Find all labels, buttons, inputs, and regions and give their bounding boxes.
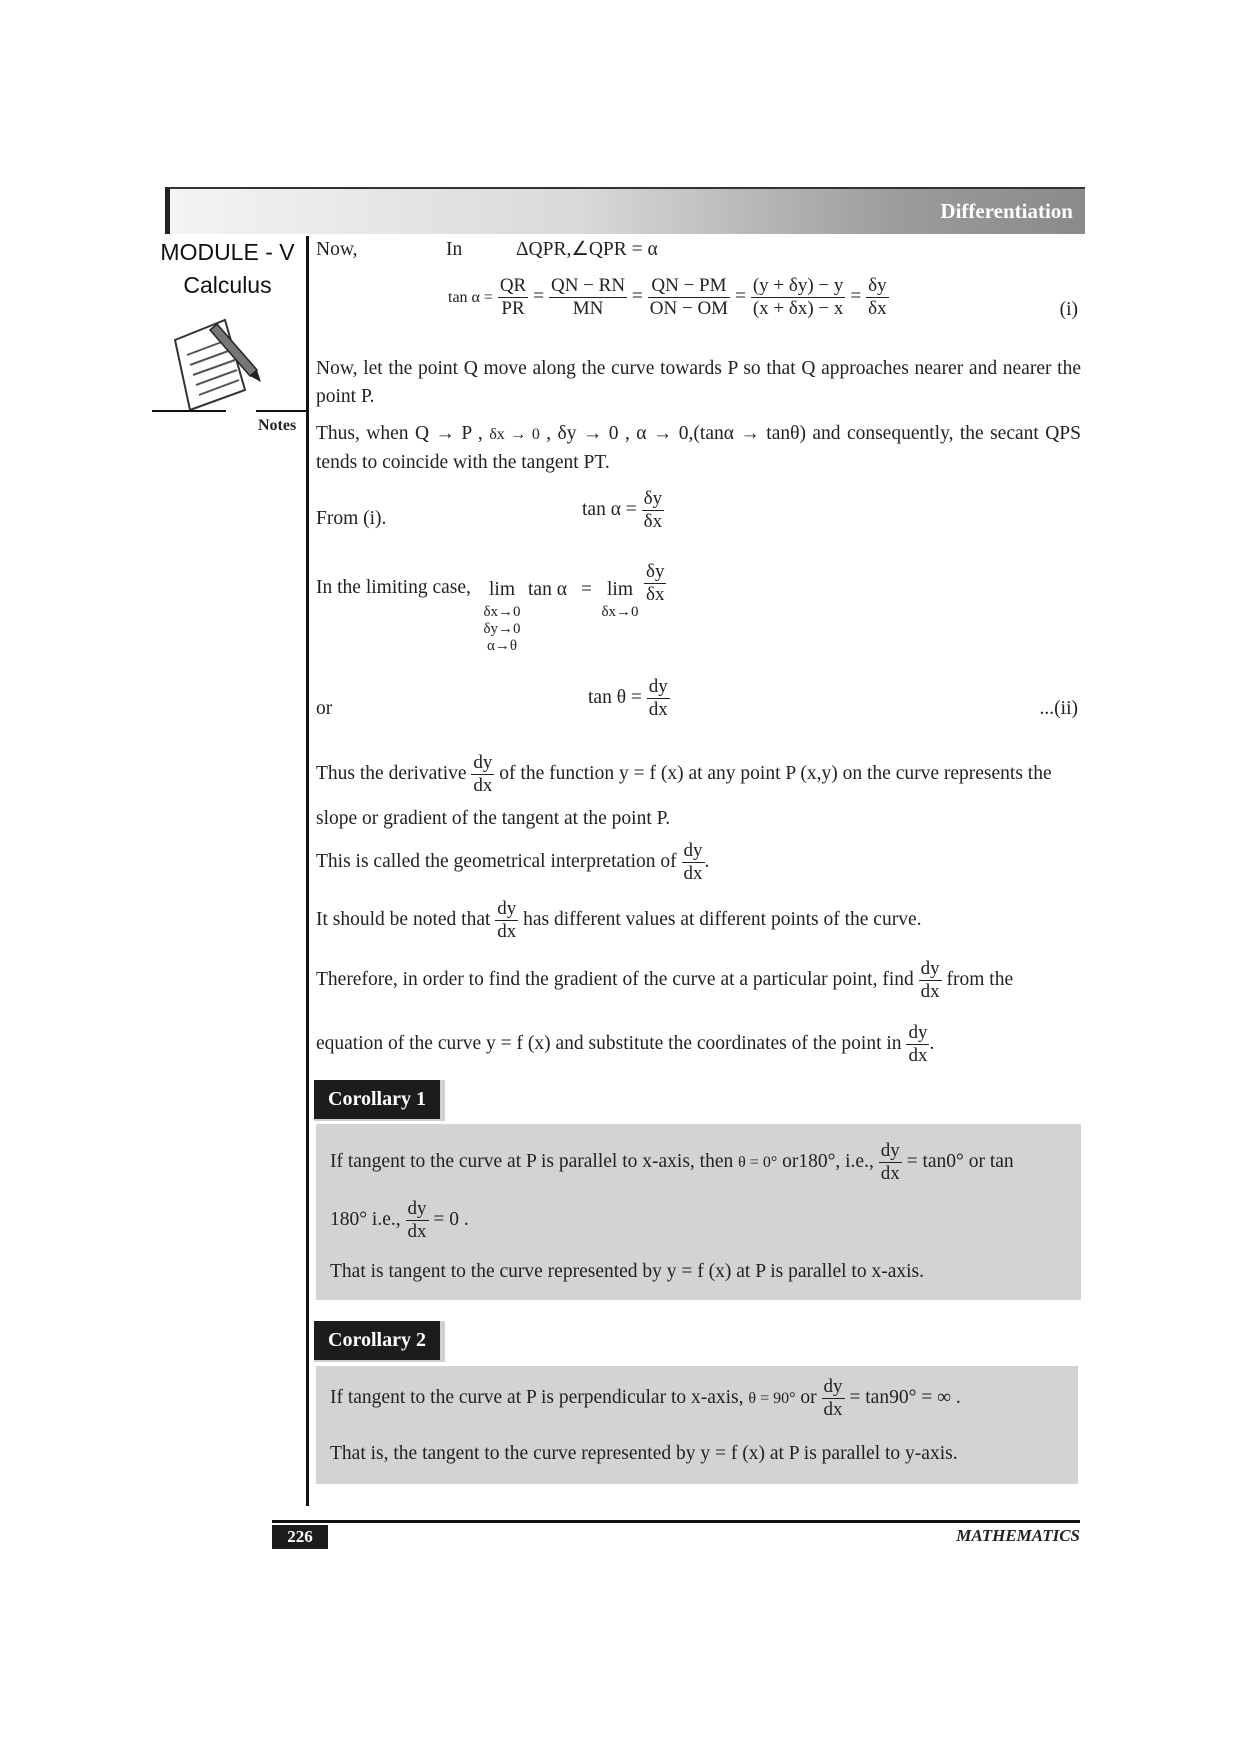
limiting-case-label: In the limiting case, bbox=[316, 577, 471, 598]
paragraph-geometric: This is called the geometrical interpretation of $\frac{dy}{dx}$ . bbox=[316, 840, 710, 884]
corollary-1-line-1: If tangent to the curve at P is parallel to x-axis, then θ = 0° or180°, i.e., $\frac{dy}{dx}$ = tan0° or tan bbox=[330, 1140, 1014, 1184]
corollary-1-line-2: 180° i.e., $\frac{dy}{dx}$ = 0 . bbox=[330, 1198, 469, 1242]
footer-rule bbox=[272, 1520, 1080, 1523]
corollary-2-line-2: That is, the tangent to the curve represented by y = f (x) at P is parallel to y-axis. bbox=[330, 1443, 958, 1464]
lim-tan-alpha: tan α bbox=[528, 579, 567, 600]
module-label bbox=[160, 236, 295, 302]
notes-label: Notes bbox=[258, 417, 297, 434]
module-subject: Calculus bbox=[183, 272, 272, 298]
paragraph-derivative: Thus the derivative $\frac{dy}{dx}$ of the function y = f (x) at any point P (x,y) on the curve represents the bbox=[316, 752, 1052, 796]
fraction-y-delta: $\frac{(y + \delta y) - y}{(x + \delta x) - x}$ bbox=[752, 275, 844, 319]
module-number: MODULE - V bbox=[160, 239, 295, 265]
tan-alpha-lhs: tan α = bbox=[448, 288, 493, 306]
paragraph-therefore: Therefore, in order to find the gradient of the curve at a particular point, find $\frac{dy}{dx}$ from the bbox=[316, 958, 1014, 1002]
paragraph-slope: slope or gradient of the tangent at the point P. bbox=[316, 808, 671, 829]
fraction-dy-dx: $\frac{\delta y}{\delta x}$ bbox=[868, 275, 887, 319]
from-i-equation: tan α = $\frac{\delta y}{\delta x}$ bbox=[582, 488, 663, 532]
margin-rule bbox=[306, 236, 309, 1506]
or-label: or bbox=[316, 698, 333, 719]
paragraph-different-values: It should be noted that $\frac{dy}{dx}$ has different values at different points of the curve. bbox=[316, 898, 922, 942]
equation-i: tan α = $\frac{QR}{PR}$ = $\frac{QN - RN}{MN}$ = $\frac{QN - PM}{ON - OM}$ = $\frac{(y + \delta y) - y}{(x + \delta x) - x}$ = $\frac{\delta y}{\delta x}$ bbox=[448, 275, 887, 319]
lim-fraction: $\frac{\delta y}{\delta x}$ bbox=[646, 561, 665, 605]
equation-label-i: (i) bbox=[1059, 299, 1078, 320]
triangle-statement: ΔQPR,∠QPR = α bbox=[516, 239, 658, 260]
fraction-qn-rn: $\frac{QN - RN}{MN}$ bbox=[550, 275, 626, 319]
notes-divider bbox=[152, 410, 226, 412]
lim-equals: = bbox=[581, 579, 592, 600]
corollary-2-line-1: If tangent to the curve at P is perpendicular to x-axis, θ = 90° or $\frac{dy}{dx}$ = tan90° = ∞ . bbox=[330, 1376, 961, 1420]
corollary-2-box bbox=[316, 1366, 1078, 1484]
now-label: Now, bbox=[316, 239, 358, 260]
corollary-1-box bbox=[316, 1124, 1081, 1300]
footer-subject: MATHEMATICS bbox=[956, 1526, 1080, 1545]
page-number: 226 bbox=[272, 1525, 328, 1549]
notes-divider-right bbox=[256, 410, 306, 412]
tan-theta-equation: tan θ = $\frac{dy}{dx}$ bbox=[588, 676, 668, 720]
corollary-1-heading: Corollary 1 bbox=[314, 1080, 445, 1121]
paragraph-q-moves: Now, let the point Q move along the curve towards P so that Q approaches nearer and nearer the point P. bbox=[316, 358, 1081, 407]
fraction-qr-pr: $\frac{QR}{PR}$ bbox=[499, 275, 527, 319]
chapter-title: Differentiation bbox=[940, 199, 1073, 223]
in-label: In bbox=[446, 239, 463, 260]
fraction-qn-pm: $\frac{QN - PM}{ON - OM}$ bbox=[649, 275, 729, 319]
from-i-label: From (i). bbox=[316, 508, 387, 529]
corollary-1-line-3: That is tangent to the curve represented by y = f (x) at P is parallel to x-axis. bbox=[330, 1261, 925, 1282]
equation-label-ii: ...(ii) bbox=[1039, 698, 1078, 719]
lim-right: lim δx→0 bbox=[601, 579, 639, 620]
notes-pencil-icon bbox=[165, 310, 265, 420]
header-bar bbox=[165, 187, 1085, 234]
lim-left: lim δx→0 δy→0 α→θ bbox=[483, 579, 521, 654]
paragraph-limit: Thus, when Q → P , δx → 0 , δy → 0 , α → 0,(tanα → tanθ) and consequently, the secant QPS tends to coincide with the tangent PT. bbox=[316, 423, 1082, 473]
paragraph-equation-curve: equation of the curve y = f (x) and substitute the coordinates of the point in $\frac{dy}{dx}$ . bbox=[316, 1022, 935, 1066]
corollary-2-heading: Corollary 2 bbox=[314, 1321, 445, 1362]
